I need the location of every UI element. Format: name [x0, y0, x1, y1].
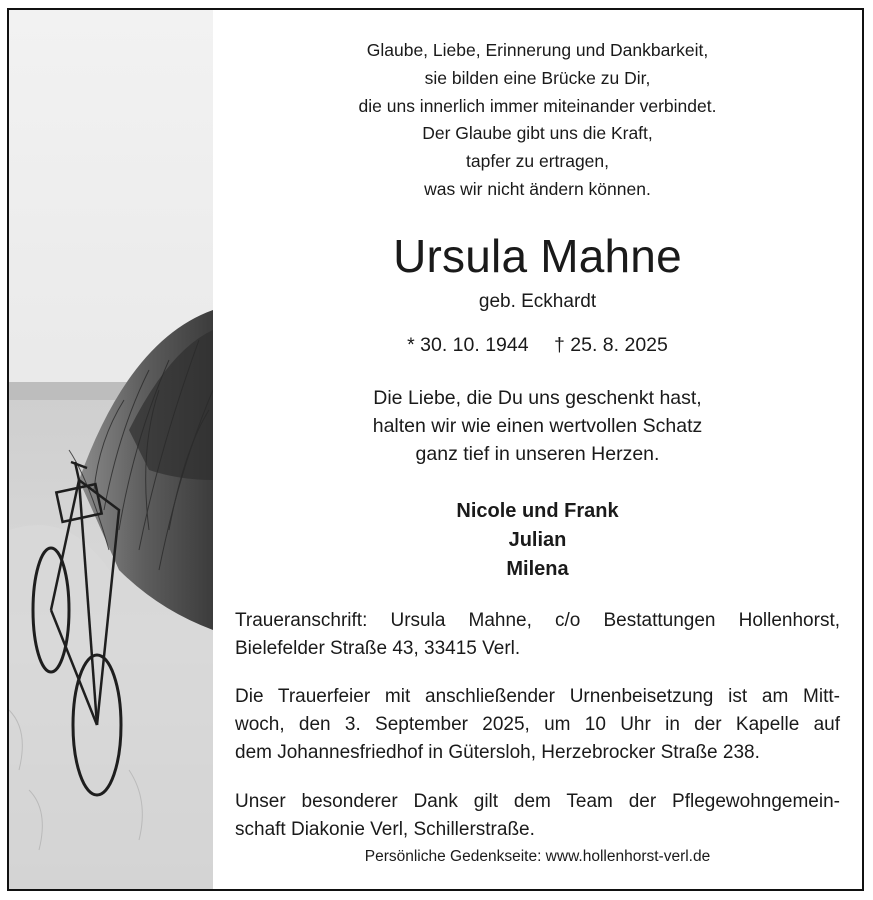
second-verse	[213, 119, 862, 203]
birth-name: geb. Eckhardt	[478, 291, 597, 312]
mourner-name: Julian	[508, 529, 567, 551]
mourner-name: Milena	[506, 558, 569, 580]
opening-verse	[213, 36, 862, 120]
notice-text	[213, 10, 862, 889]
thanks-line: schaft Diakonie Verl, Schillerstraße.	[235, 819, 535, 840]
address-line: Traueranschrift: Ursula Mahne, c/o Bestattungen Hollenhorst,	[235, 610, 840, 631]
beach-bicycle-photo	[9, 10, 213, 889]
funeral-line: Die Trauerfeier mit anschließender Urnenbeisetzung ist am Mitt-	[235, 686, 840, 707]
thanks-note	[235, 788, 840, 844]
death-date: † 25. 8. 2025	[554, 334, 668, 356]
life-dates	[213, 332, 862, 358]
verse-line: tapfer zu ertragen,	[466, 151, 609, 171]
address-line: Bielefelder Straße 43, 33415 Verl.	[235, 638, 521, 659]
mourner-name: Nicole und Frank	[456, 500, 619, 522]
deceased-name: Ursula Mahne	[393, 230, 682, 282]
verse-line: Glaube, Liebe, Erinnerung und Dankbarkeit,	[366, 40, 709, 60]
verse-line: halten wir wie einen wertvollen Schatz	[372, 415, 703, 437]
memorial-page-link: Persönliche Gedenkseite: www.hollenhorst-verl.de	[364, 848, 711, 865]
funeral-details	[235, 683, 840, 767]
birth-date: * 30. 10. 1944	[407, 334, 529, 356]
verse-line: Der Glaube gibt uns die Kraft,	[422, 123, 653, 143]
verse-line: die uns innerlich immer miteinander verbindet.	[358, 96, 717, 116]
verse-line: was wir nicht ändern können.	[424, 179, 651, 199]
verse-line: Die Liebe, die Du uns geschenkt hast,	[373, 387, 702, 409]
funeral-line: dem Johannesfriedhof in Gütersloh, Herzebrocker Straße 238.	[235, 742, 760, 763]
mourners	[213, 497, 862, 584]
funeral-line: woch, den 3. September 2025, um 10 Uhr in der Kapelle auf	[235, 714, 840, 735]
memorial-verse	[213, 384, 862, 468]
mourning-address	[235, 607, 840, 663]
thanks-line: Unser besonderer Dank gilt dem Team der Pflegewohngemein-	[235, 791, 840, 812]
verse-line: ganz tief in unseren Herzen.	[415, 443, 660, 465]
obituary-notice	[7, 8, 864, 891]
verse-line: sie bilden eine Brücke zu Dir,	[424, 68, 651, 88]
